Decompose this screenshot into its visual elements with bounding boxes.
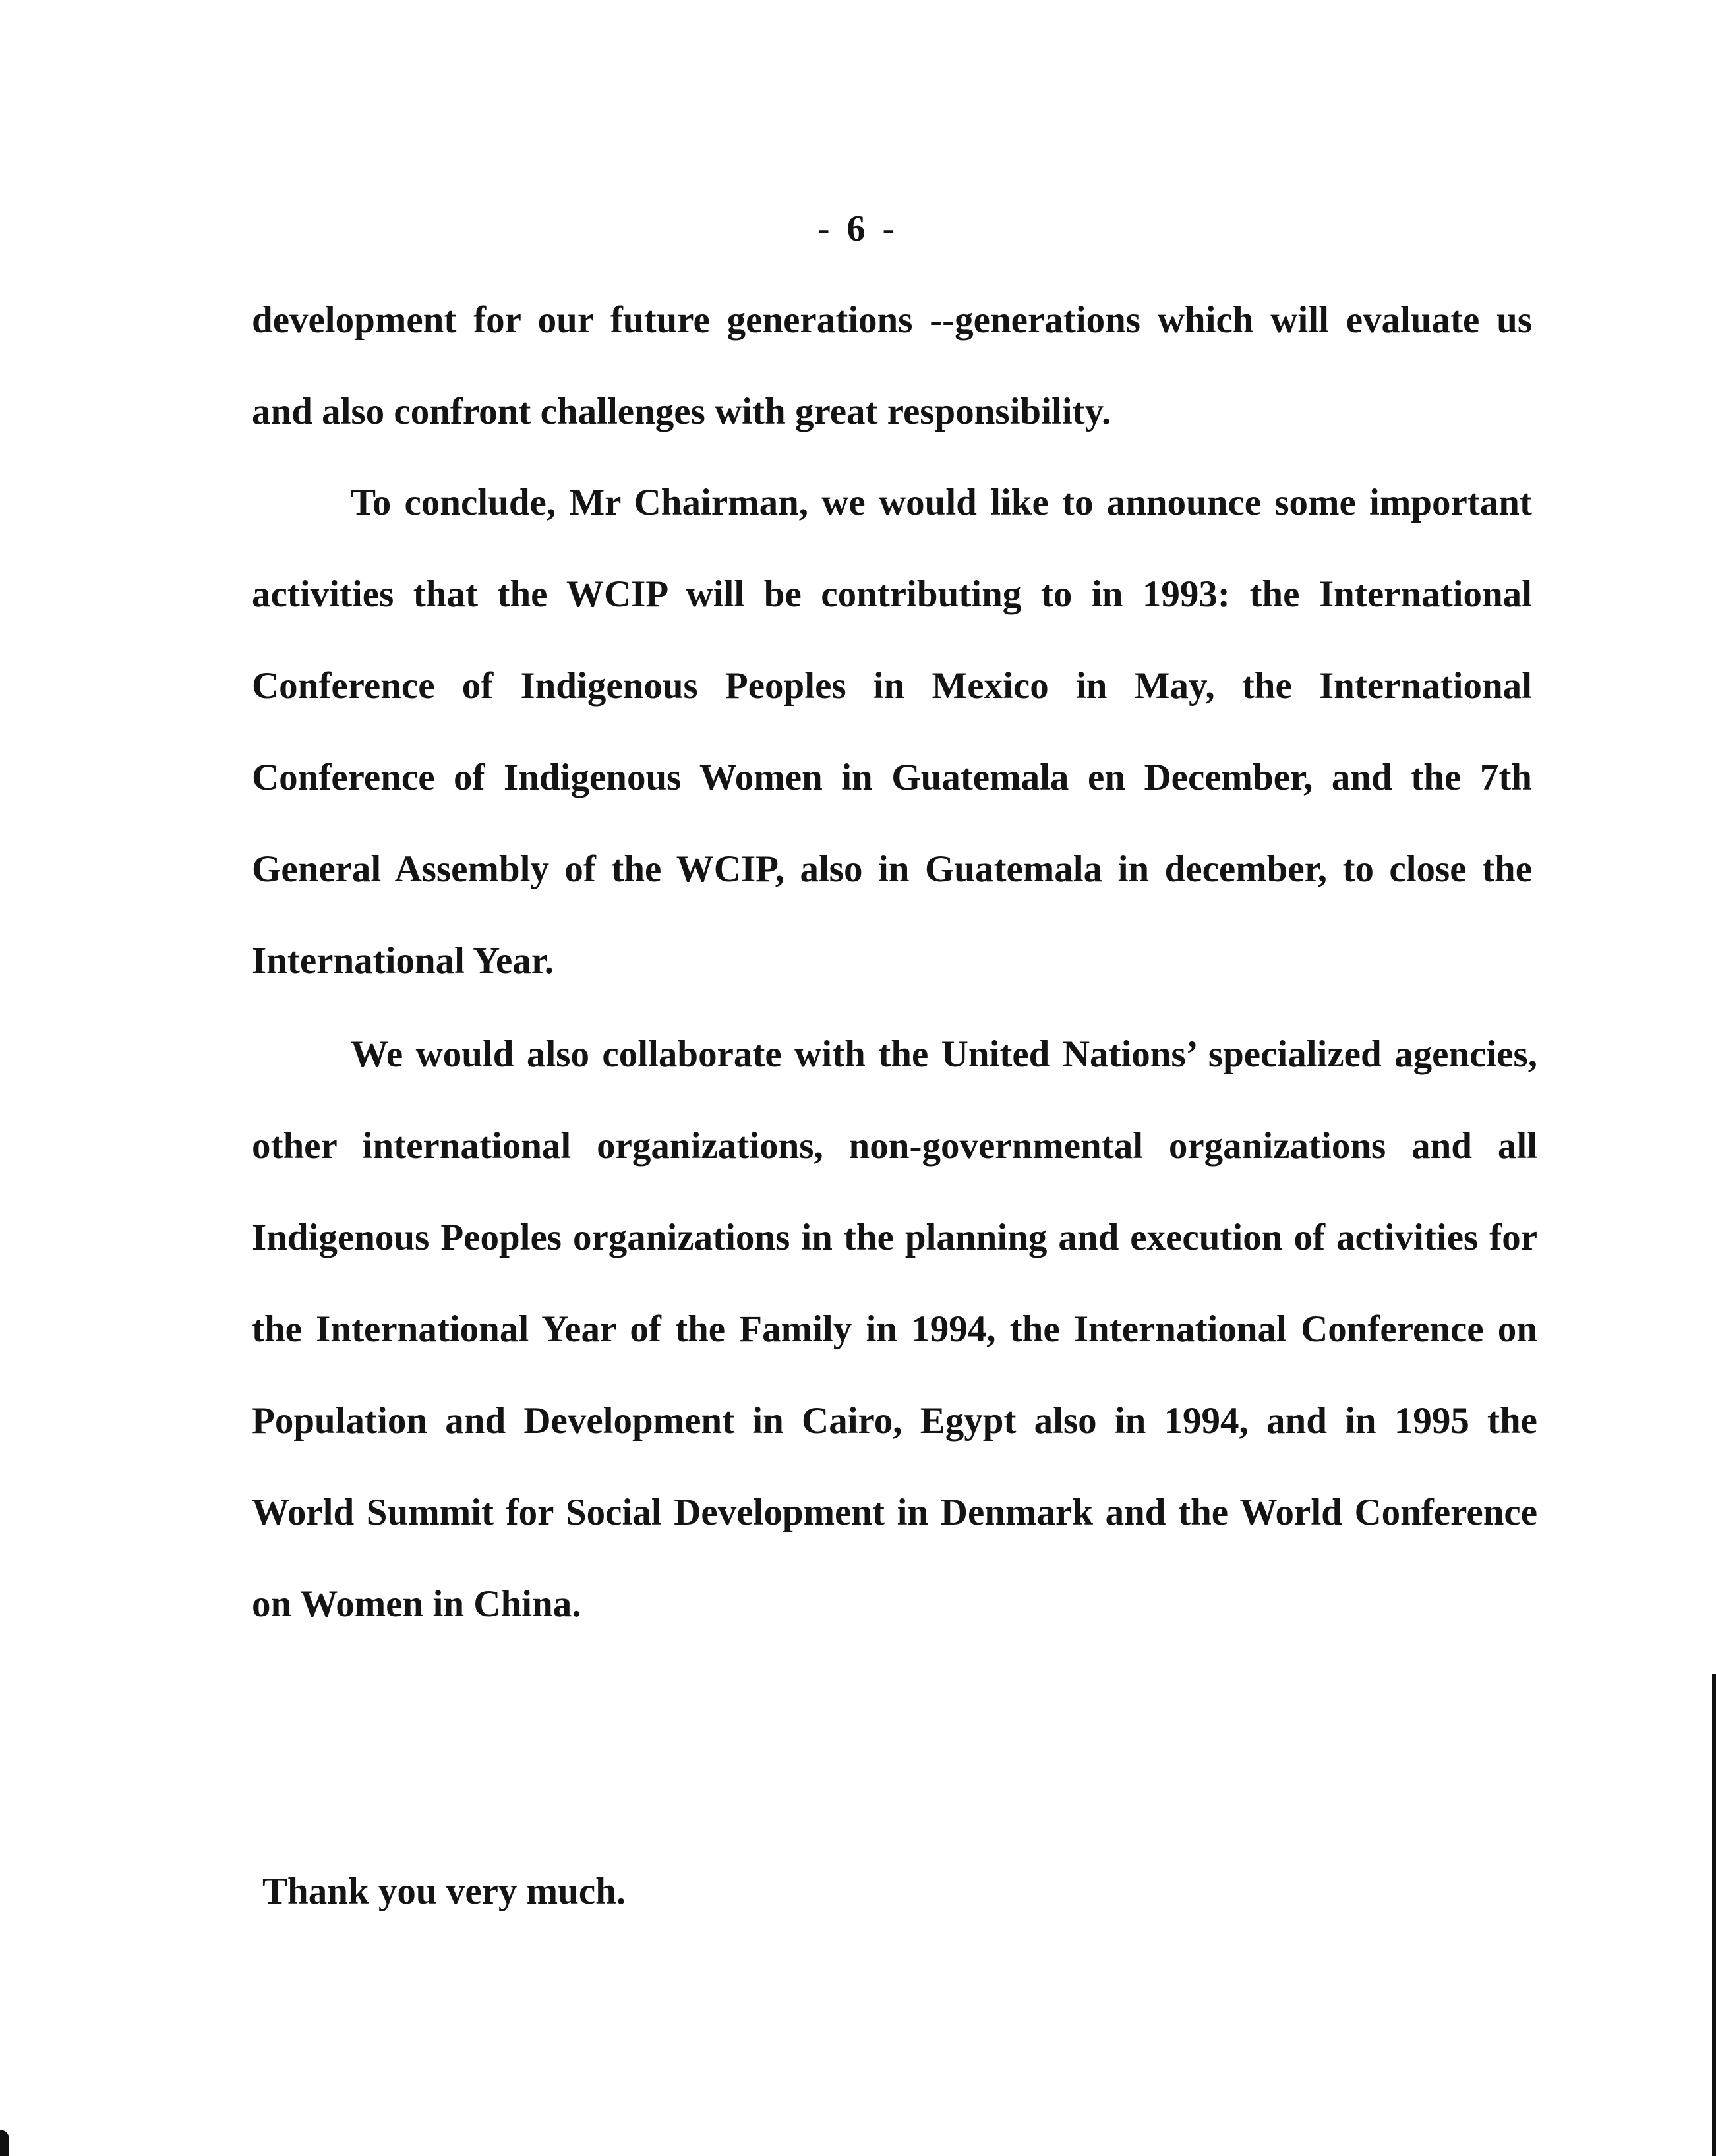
scan-edge-mark — [1712, 1674, 1716, 2156]
closing-line: Thank you very much. — [262, 1871, 626, 1912]
page-number: - 6 - — [817, 208, 899, 249]
paragraph-continued: development for our future generations --generations which will evaluate us and also confront challenges with great responsibility. — [252, 299, 1532, 432]
paragraph-conclusion: To conclude, Mr Chairman, we would like to announce some important activities that the WCIP will be contributing to in 1993: the International Conference of Indigenous Peoples in Mexico in May, the International Conference of Indigenous Women in Guatemala en December, and the 7th General Assembly of the WCIP, also in Guatemala in december, to close the International Year. — [252, 482, 1532, 981]
paragraph-collaboration: We would also collaborate with the United Nations’ specialized agencies, other international organizations, non-governmental organizations and all Indigenous Peoples organizations in the planning and execution of activities for the International Year of the Family in 1994, the International Conference on Population and Development in Cairo, Egypt also in 1994, and in 1995 the World Summit for Social Development in Denmark and the World Conference on Women in China. — [252, 1034, 1537, 1625]
scan-corner-mark — [0, 2130, 9, 2156]
